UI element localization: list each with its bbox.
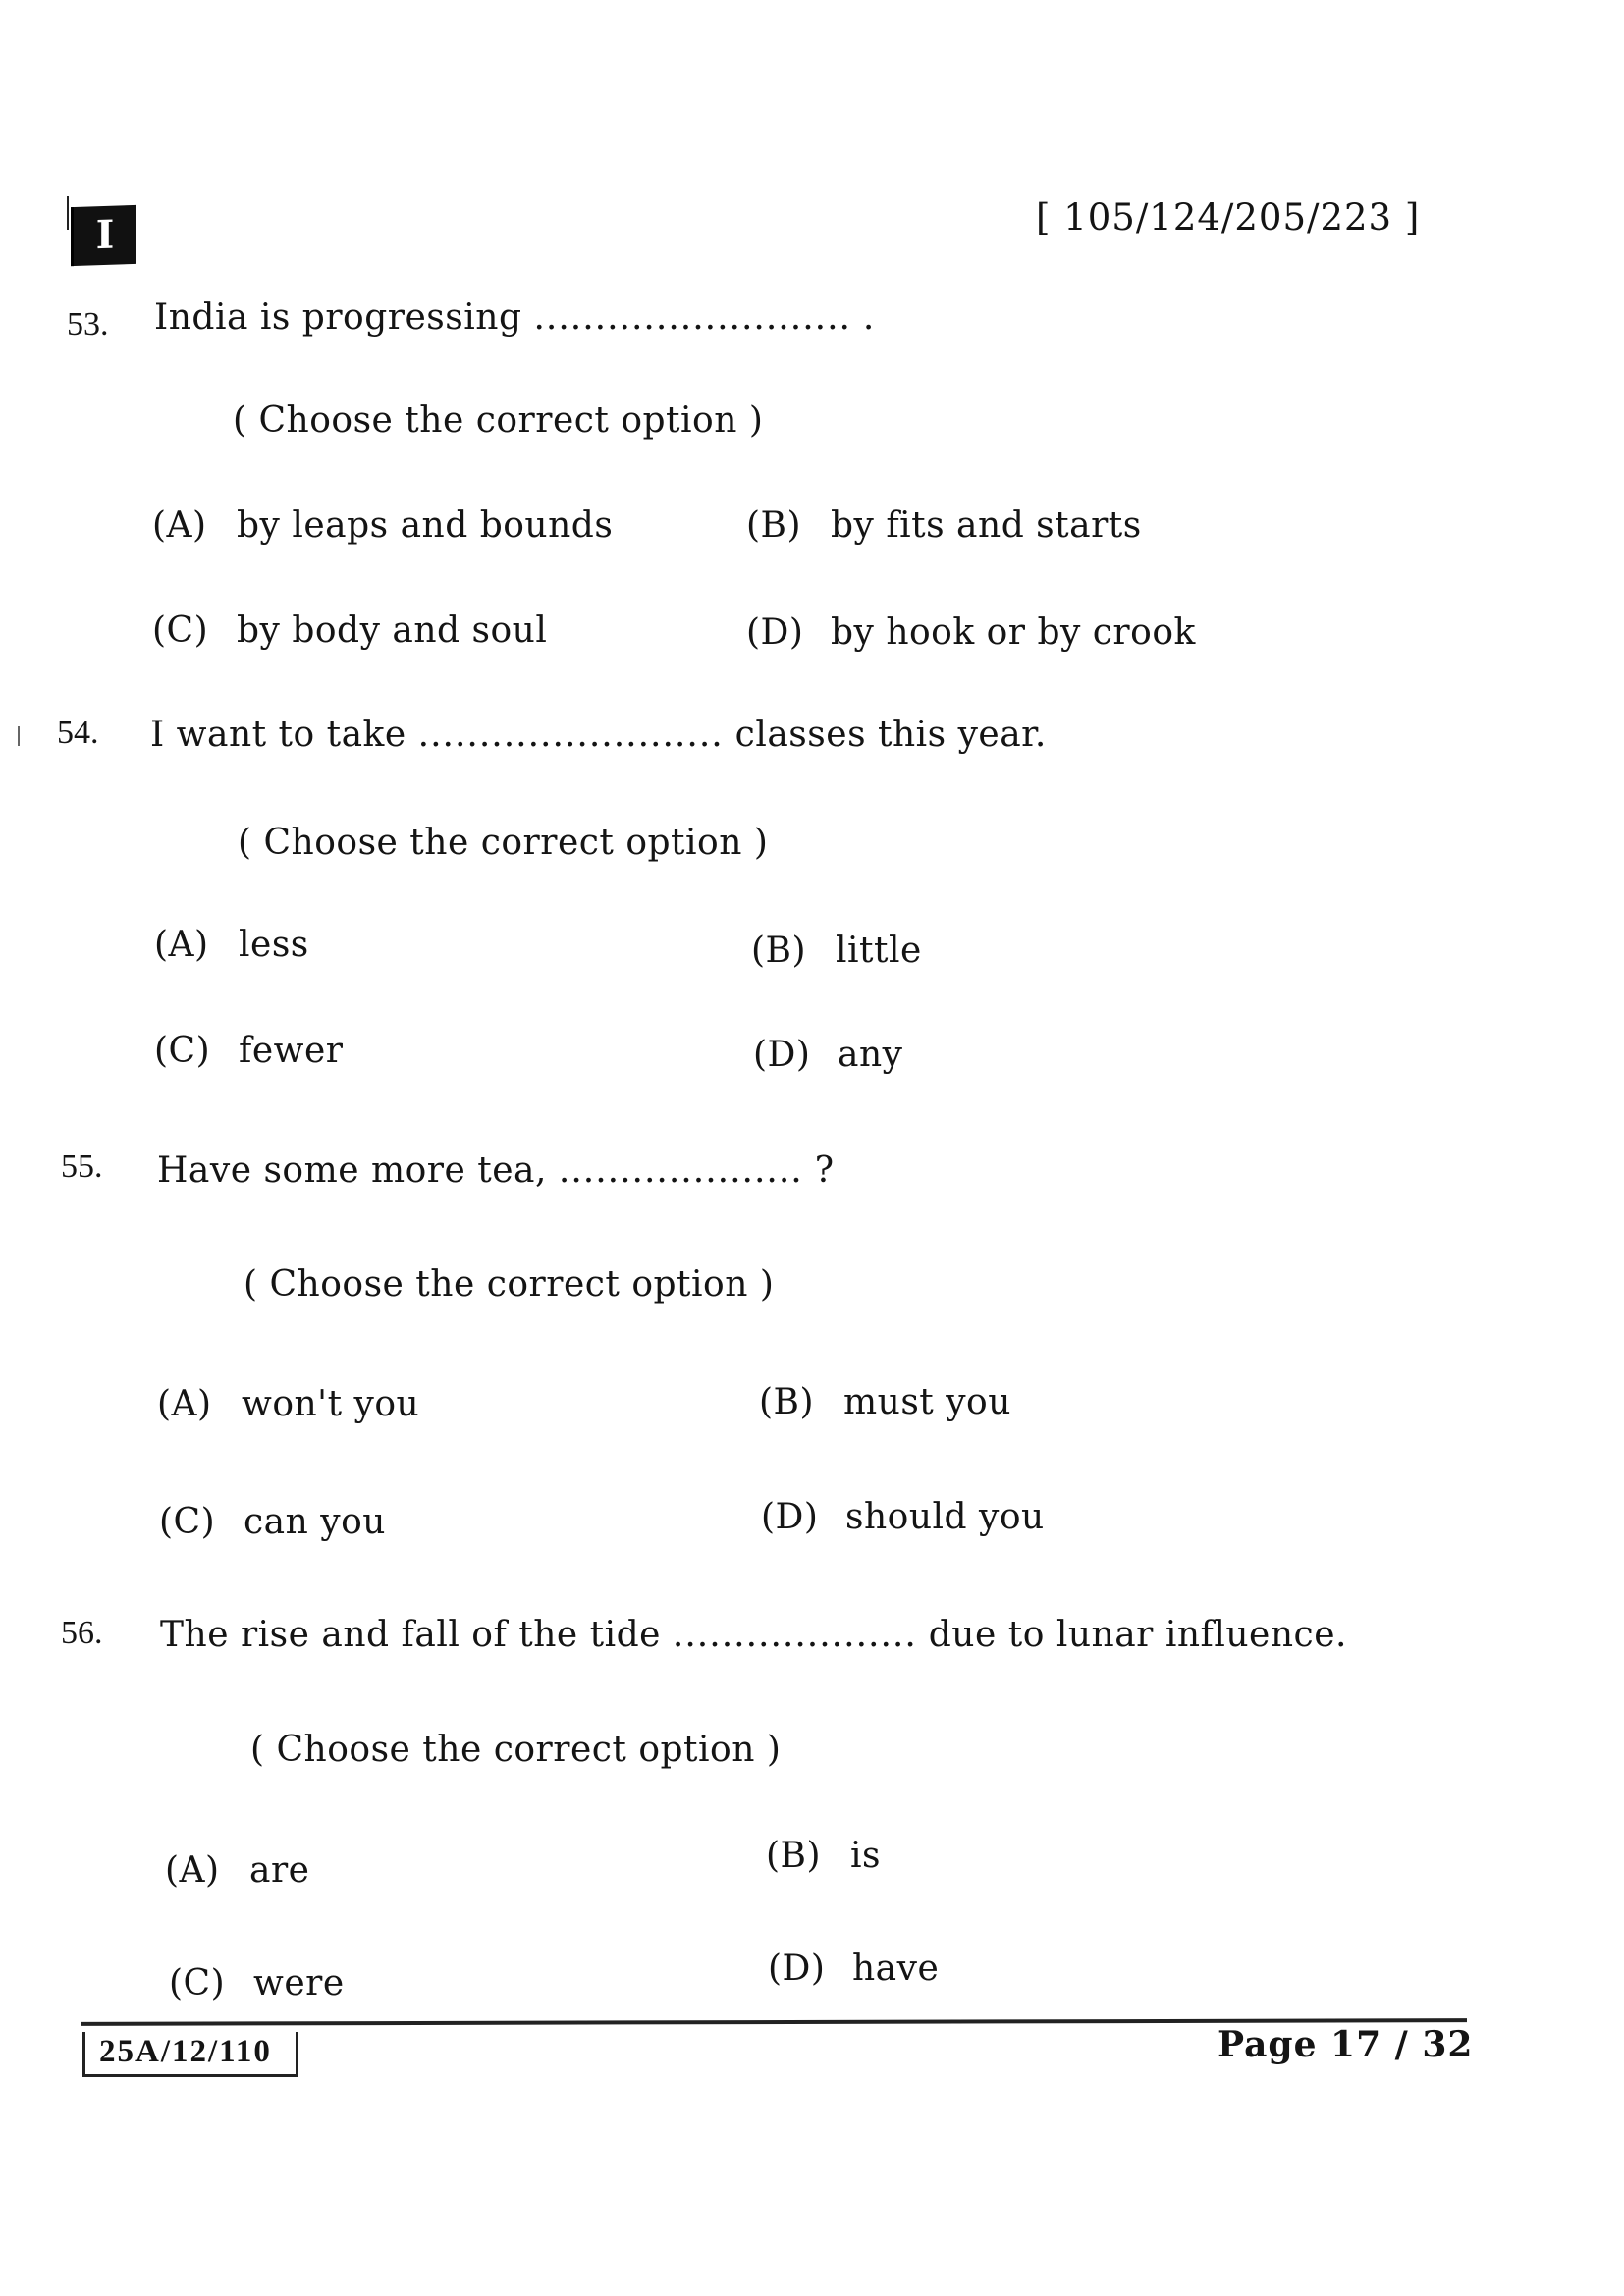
option-a[interactable] <box>165 1850 309 1891</box>
question-text-before: Have some more tea, <box>157 1150 547 1191</box>
question-text-after: . <box>850 297 875 338</box>
option-d[interactable] <box>753 1035 903 1075</box>
option-text: have <box>852 1949 940 1989</box>
option-text: fewer <box>239 1031 344 1071</box>
option-text: any <box>838 1035 903 1075</box>
option-letter: (B) <box>746 506 802 546</box>
option-c[interactable] <box>154 1031 343 1071</box>
option-letter: (A) <box>154 925 209 965</box>
question-text-before: I want to take <box>150 715 406 755</box>
answer-blank: ......................... <box>417 715 724 755</box>
option-letter: (C) <box>169 1963 226 2003</box>
option-text: by fits and starts <box>831 506 1142 546</box>
paper-codes: [ 105/124/205/223 ] <box>1036 196 1421 239</box>
option-letter: (C) <box>159 1502 216 1542</box>
option-a[interactable] <box>157 1384 419 1424</box>
option-letter: (D) <box>746 613 804 653</box>
answer-blank: .................... <box>672 1615 917 1655</box>
option-letter: (B) <box>759 1382 815 1422</box>
option-text: were <box>253 1963 345 2003</box>
option-text: is <box>850 1836 881 1876</box>
question-text <box>157 1150 835 1191</box>
option-letter: (A) <box>152 506 207 546</box>
option-letter: (C) <box>154 1031 211 1071</box>
booklet-code-box: 25A/12/110 <box>82 2032 298 2077</box>
option-b[interactable] <box>759 1382 1011 1422</box>
question-text-after: due to lunar influence. <box>928 1615 1347 1655</box>
scan-margin-mark <box>18 726 20 746</box>
option-letter: (D) <box>753 1035 811 1075</box>
option-text: can you <box>244 1502 386 1542</box>
option-letter: (B) <box>751 931 807 971</box>
option-c[interactable] <box>159 1502 386 1542</box>
instruction: ( Choose the correct option ) <box>250 1730 782 1770</box>
option-text: by hook or by crook <box>831 613 1196 653</box>
option-d[interactable] <box>768 1949 939 1989</box>
answer-blank: .................... <box>558 1150 803 1191</box>
option-text: won't you <box>242 1384 420 1424</box>
question-number: 54. <box>57 715 99 751</box>
option-b[interactable] <box>751 931 922 971</box>
question-text-before: India is progressing <box>154 297 522 338</box>
option-text: by leaps and bounds <box>237 506 614 546</box>
question-text-after: ? <box>814 1150 835 1191</box>
page-number: Page 17 / 32 <box>1218 2024 1474 2065</box>
option-b[interactable] <box>746 506 1142 546</box>
option-c[interactable] <box>152 611 547 651</box>
option-letter: (B) <box>766 1836 822 1876</box>
question-text-before: The rise and fall of the tide <box>160 1615 661 1655</box>
option-c[interactable] <box>169 1963 345 2003</box>
option-d[interactable] <box>761 1497 1045 1537</box>
question-text <box>154 297 875 338</box>
option-text: must you <box>843 1382 1011 1422</box>
option-text: by body and soul <box>237 611 548 651</box>
question-text <box>150 715 1047 755</box>
option-letter: (C) <box>152 611 209 651</box>
margin-tick <box>67 196 69 230</box>
option-d[interactable] <box>746 613 1196 653</box>
question-number: 55. <box>61 1148 103 1185</box>
option-letter: (D) <box>768 1949 826 1989</box>
option-letter: (D) <box>761 1497 819 1537</box>
option-text: should you <box>845 1497 1045 1537</box>
answer-blank: .......................... <box>533 297 851 338</box>
option-letter: (A) <box>157 1384 212 1424</box>
question-number: 56. <box>61 1615 103 1651</box>
option-text: are <box>249 1850 310 1891</box>
question-number: 53. <box>67 306 109 343</box>
instruction: ( Choose the correct option ) <box>233 400 764 441</box>
question-text <box>160 1615 1347 1655</box>
option-text: little <box>836 931 922 971</box>
instruction: ( Choose the correct option ) <box>238 823 769 863</box>
option-text: less <box>239 925 309 965</box>
option-a[interactable] <box>152 506 613 546</box>
option-b[interactable] <box>766 1836 881 1876</box>
option-letter: (A) <box>165 1850 220 1891</box>
set-label-badge: I <box>71 205 136 266</box>
question-text-after: classes this year. <box>734 715 1047 755</box>
option-a[interactable] <box>154 925 309 965</box>
instruction: ( Choose the correct option ) <box>244 1264 775 1305</box>
